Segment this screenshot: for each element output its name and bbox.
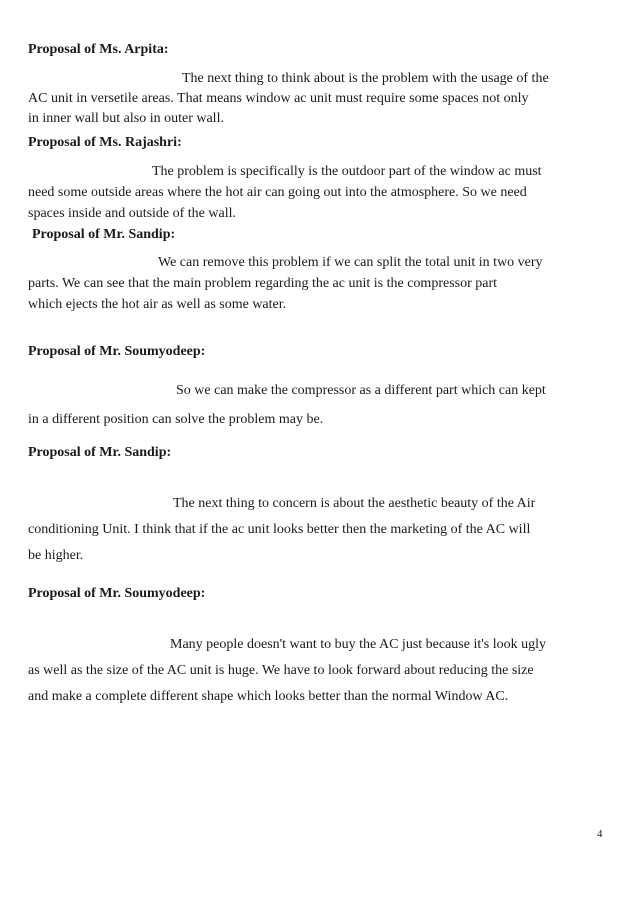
section-paragraph <box>28 632 608 710</box>
section-paragraph <box>28 69 608 129</box>
paragraph-line: as well as the size of the AC unit is huge. We have to look forward about reducing the size <box>28 663 534 678</box>
page-number: 4 <box>597 828 603 840</box>
paragraph-line: in inner wall but also in outer wall. <box>28 111 224 126</box>
paragraph-line: conditioning Unit. I think that if the ac unit looks better then the marketing of the AC will <box>28 522 531 537</box>
section-heading: Proposal of Mr. Sandip: <box>32 227 176 242</box>
section-paragraph <box>28 376 608 434</box>
paragraph-line: and make a complete different shape which looks better than the normal Window AC. <box>28 689 509 704</box>
section-heading: Proposal of Mr. Soumyodeep: <box>28 586 206 601</box>
section-paragraph <box>28 161 608 224</box>
paragraph-line: So we can make the compressor as a different part which can kept <box>176 383 546 398</box>
paragraph-line: in a different position can solve the problem may be. <box>28 412 324 427</box>
paragraph-line: be higher. <box>28 548 84 563</box>
paragraph-line: which ejects the hot air as well as some water. <box>28 297 287 312</box>
paragraph-line: spaces inside and outside of the wall. <box>28 206 237 221</box>
paragraph-line: The problem is specifically is the outdoor part of the window ac must <box>152 164 542 179</box>
section-heading: Proposal of Mr. Sandip: <box>28 445 172 460</box>
paragraph-line: The next thing to think about is the problem with the usage of the <box>182 71 549 86</box>
section-paragraph <box>28 252 608 315</box>
section-paragraph <box>28 491 608 569</box>
paragraph-line: The next thing to concern is about the aesthetic beauty of the Air <box>173 496 536 511</box>
section-heading: Proposal of Ms. Rajashri: <box>28 135 182 150</box>
paragraph-line: AC unit in versetile areas. That means window ac unit must require some spaces not only <box>28 91 529 106</box>
paragraph-line: Many people doesn't want to buy the AC just because it's look ugly <box>170 637 546 652</box>
paragraph-line: need some outside areas where the hot air can going out into the atmosphere. So we need <box>28 185 527 200</box>
paragraph-line: We can remove this problem if we can split the total unit in two very <box>158 255 543 270</box>
section-heading: Proposal of Mr. Soumyodeep: <box>28 344 206 359</box>
section-heading: Proposal of Ms. Arpita: <box>28 42 169 57</box>
paragraph-line: parts. We can see that the main problem regarding the ac unit is the compressor part <box>28 276 498 291</box>
